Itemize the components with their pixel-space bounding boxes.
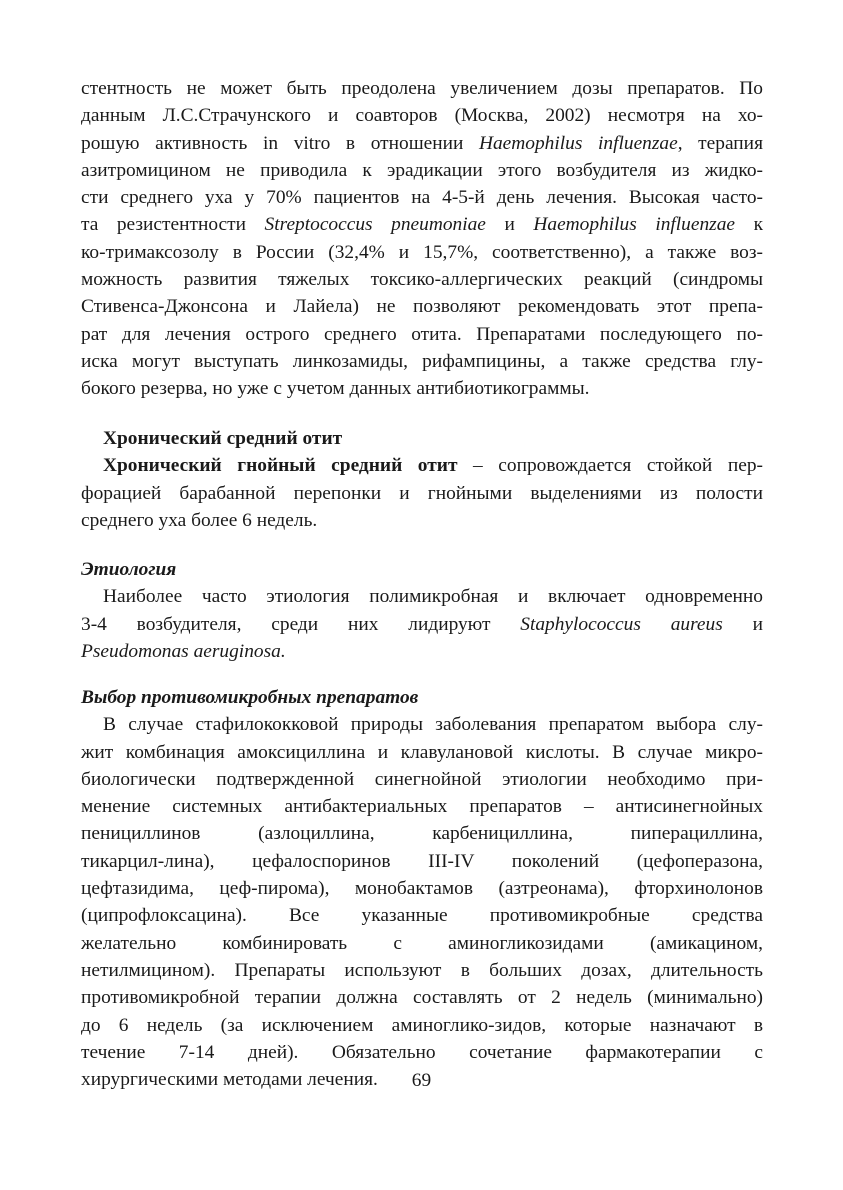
text-line: противомикробной терапии должна составлять от 2 недель (минимально) <box>81 987 763 1009</box>
text-run: 3-4 возбудителя, среди них лидируют <box>81 613 521 635</box>
text-line: Наиболее часто этиология полимикробная и включает одновременно <box>103 586 763 608</box>
text-line: можность развития тяжелых токсико-аллергических реакций (синдромы <box>81 269 763 291</box>
text-run: , терапия <box>677 132 763 154</box>
text-line: В случае стафилококковой природы заболевания препаратом выбора слу- <box>103 714 763 736</box>
text-run: и <box>722 613 763 635</box>
text-line: биологически подтвержденной синегнойной этиологии необходимо при- <box>81 768 763 790</box>
species-name: Streptococcus pneumoniae <box>264 214 486 236</box>
section-heading: Хронический средний отит <box>103 428 343 449</box>
text-line: среднего уха более 6 недель. <box>81 509 318 531</box>
text-line: ко-тримаксозолу в России (32,4% и 15,7%, соответственно), а также воз- <box>81 241 763 263</box>
text-line <box>81 211 763 238</box>
text-line: (ципрофлоксацина). Все указанные противомикробные средства <box>81 905 763 927</box>
species-name: Staphylococcus aureus <box>520 613 723 635</box>
text-line: менение системных антибактериальных препаратов – антисинегнойных <box>81 796 763 818</box>
text-line: бокого резерва, но уже с учетом данных антибиотикограммы. <box>81 378 590 400</box>
section-chronic-otitis <box>81 425 763 534</box>
text-run: к <box>735 214 763 236</box>
text-line: данным Л.С.Страчунского и соавторов (Москва, 2002) несмотря на хо- <box>81 105 763 127</box>
text-line: нетилмицином). Препараты используют в больших дозах, длительность <box>81 959 763 981</box>
section-antimicrobial-choice <box>81 684 763 1093</box>
text-line <box>81 611 763 638</box>
text-line: желательно комбинировать с аминогликозидами (амикацином, <box>81 932 763 954</box>
text-line: Стивенса-Джонсона и Лайела) не позволяют рекомендовать этот препа- <box>81 296 763 318</box>
text-line: жит комбинация амоксициллина и клавулановой кислоты. В случае микро- <box>81 741 763 763</box>
term-bold: Хронический гнойный средний отит <box>103 455 458 477</box>
text-line: иска могут выступать линкозамиды, рифампицины, а также средства глу- <box>81 350 763 372</box>
section-heading: Этиология <box>81 559 177 580</box>
text-line: азитромицином не приводила к эрадикации этого возбудителя из жидко- <box>81 159 763 181</box>
text-line <box>81 452 763 479</box>
text-line: стентность не может быть преодолена увеличением дозы препаратов. По <box>81 78 763 99</box>
species-name: Haemophilus influenzae <box>478 132 678 154</box>
text-run: рошую активность in vitro в отношении <box>81 132 479 154</box>
text-line <box>81 130 763 157</box>
text-run: та резистентности <box>81 214 265 236</box>
text-line: сти среднего уха у 70% пациентов на 4-5-й день лечения. Высокая часто- <box>81 187 763 209</box>
section-etiology <box>81 556 763 665</box>
species-name: Pseudomonas aeruginosa. <box>81 640 286 662</box>
text-line: пенициллинов (азлоциллина, карбенициллина, пиперациллина, <box>81 823 763 845</box>
section-heading: Выбор противомикробных препаратов <box>81 687 419 708</box>
page-number: 69 <box>411 1070 432 1091</box>
text-line: тикарцил-лина), цефалоспоринов III-IV поколений (цефоперазона, <box>81 850 763 872</box>
text-line: форацией барабанной перепонки и гнойными выделениями из полости <box>81 482 763 504</box>
text-run: – сопровождается стойкой пер- <box>457 455 763 477</box>
paragraph-resistance <box>81 75 763 403</box>
text-line: рат для лечения острого среднего отита. Препаратами последующего по- <box>81 323 763 345</box>
text-line: хирургическими методами лечения. <box>81 1069 378 1091</box>
text-line: до 6 недель (за исключением аминоглико-зидов, которые назначают в <box>81 1014 763 1036</box>
text-run: и <box>485 214 534 236</box>
species-name: Haemophilus influenzae <box>533 214 736 236</box>
text-line: течение 7-14 дней). Обязательно сочетание фармакотерапии с <box>81 1041 763 1063</box>
text-line: цефтазидима, цеф-пирома), монобактамов (азтреонама), фторхинолонов <box>81 878 763 900</box>
